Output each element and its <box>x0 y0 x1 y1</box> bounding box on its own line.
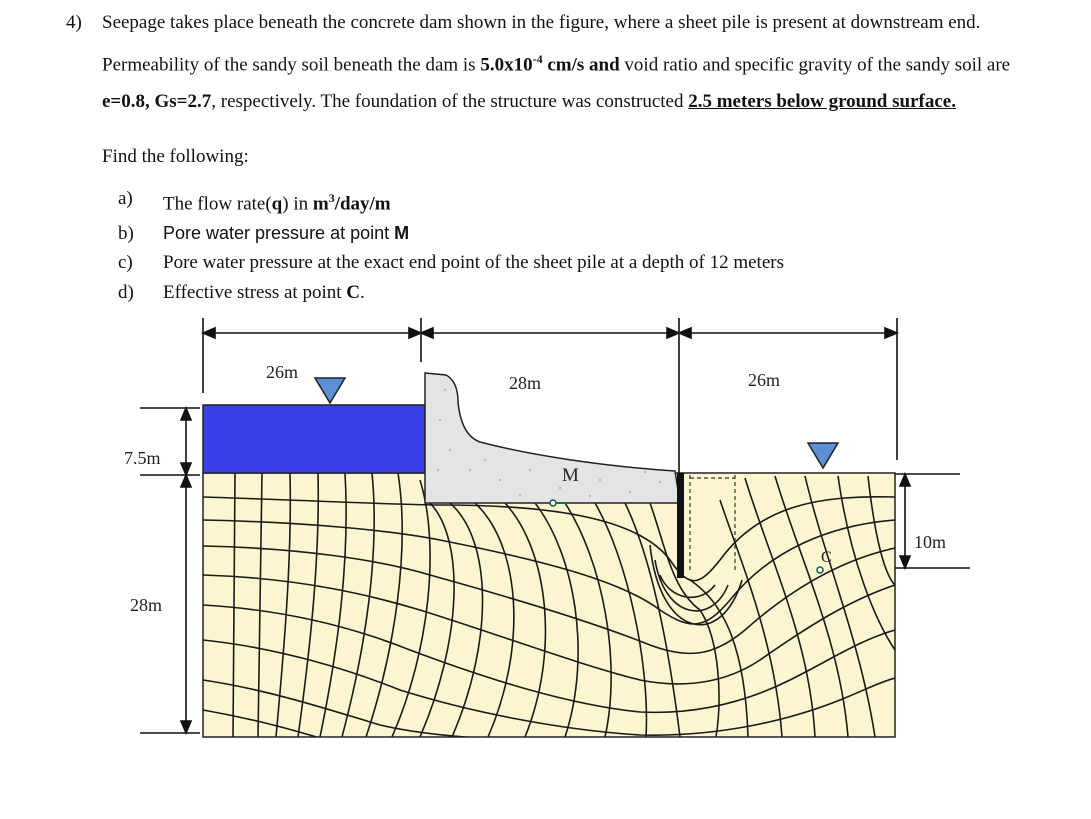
upstream-water <box>203 405 425 473</box>
task-label: d) <box>118 281 134 303</box>
task-text-2: . <box>360 281 365 303</box>
point-m-label: M <box>562 465 579 486</box>
soil-layer <box>203 473 895 737</box>
task-text: Pore water pressure at the exact end point of the sheet pile at a depth of 12 meters <box>163 252 784 274</box>
point-c-marker <box>817 567 823 573</box>
task-text: Effective stress at point <box>163 281 347 303</box>
void-ratio-values: e=0.8, Gs=2.7 <box>102 91 212 113</box>
task-unit: m <box>312 193 329 215</box>
task-unit-tail: /day/m <box>334 193 391 215</box>
upstream-water-level-icon <box>315 378 345 403</box>
dim-water-label: 7.5m <box>124 448 161 468</box>
downstream-water-level-icon <box>808 443 838 468</box>
sheet-pile <box>677 473 684 578</box>
task-label: b) <box>118 222 134 244</box>
task-text-2: ) in <box>282 193 313 215</box>
task-label: c) <box>118 252 133 274</box>
point-c-label: C <box>821 549 832 566</box>
task-bold: q <box>271 193 283 215</box>
concrete-dam <box>425 373 680 503</box>
question-text-3: , respectively. The foundation of the structure was constructed <box>211 91 689 113</box>
dim-dam-label: 28m <box>509 373 542 393</box>
permeability-exponent: -4 <box>532 52 543 66</box>
question-text-2: void ratio and specific gravity of the sandy soil are <box>619 54 1011 76</box>
dim-downstream-label: 26m <box>748 370 781 390</box>
dim-pile-label: 10m <box>914 532 947 552</box>
question-text-1: Seepage takes place beneath the concrete dam shown in the figure, where a sheet pile is present at downstream end. Permeability of the sandy soil beneath the dam is <box>102 12 981 76</box>
pile-dimension <box>895 474 970 568</box>
task-unit-sup: 3 <box>328 191 335 205</box>
dim-soil-label: 28m <box>130 595 163 615</box>
question-number: 4) <box>66 12 82 33</box>
permeability-value: 5.0x10 <box>480 54 533 76</box>
permeability-unit: cm/s and <box>542 54 620 76</box>
task-text: Pore water pressure at point <box>163 222 395 243</box>
foundation-depth: 2.5 meters below ground surface. <box>688 91 956 113</box>
task-bold: M <box>394 222 410 243</box>
task-label: a) <box>118 188 133 209</box>
task-text: The flow rate( <box>163 193 272 215</box>
dim-upstream-label: 26m <box>266 362 299 382</box>
task-bold: C <box>346 281 360 303</box>
find-heading: Find the following: <box>102 146 249 167</box>
point-m-marker <box>550 500 556 506</box>
